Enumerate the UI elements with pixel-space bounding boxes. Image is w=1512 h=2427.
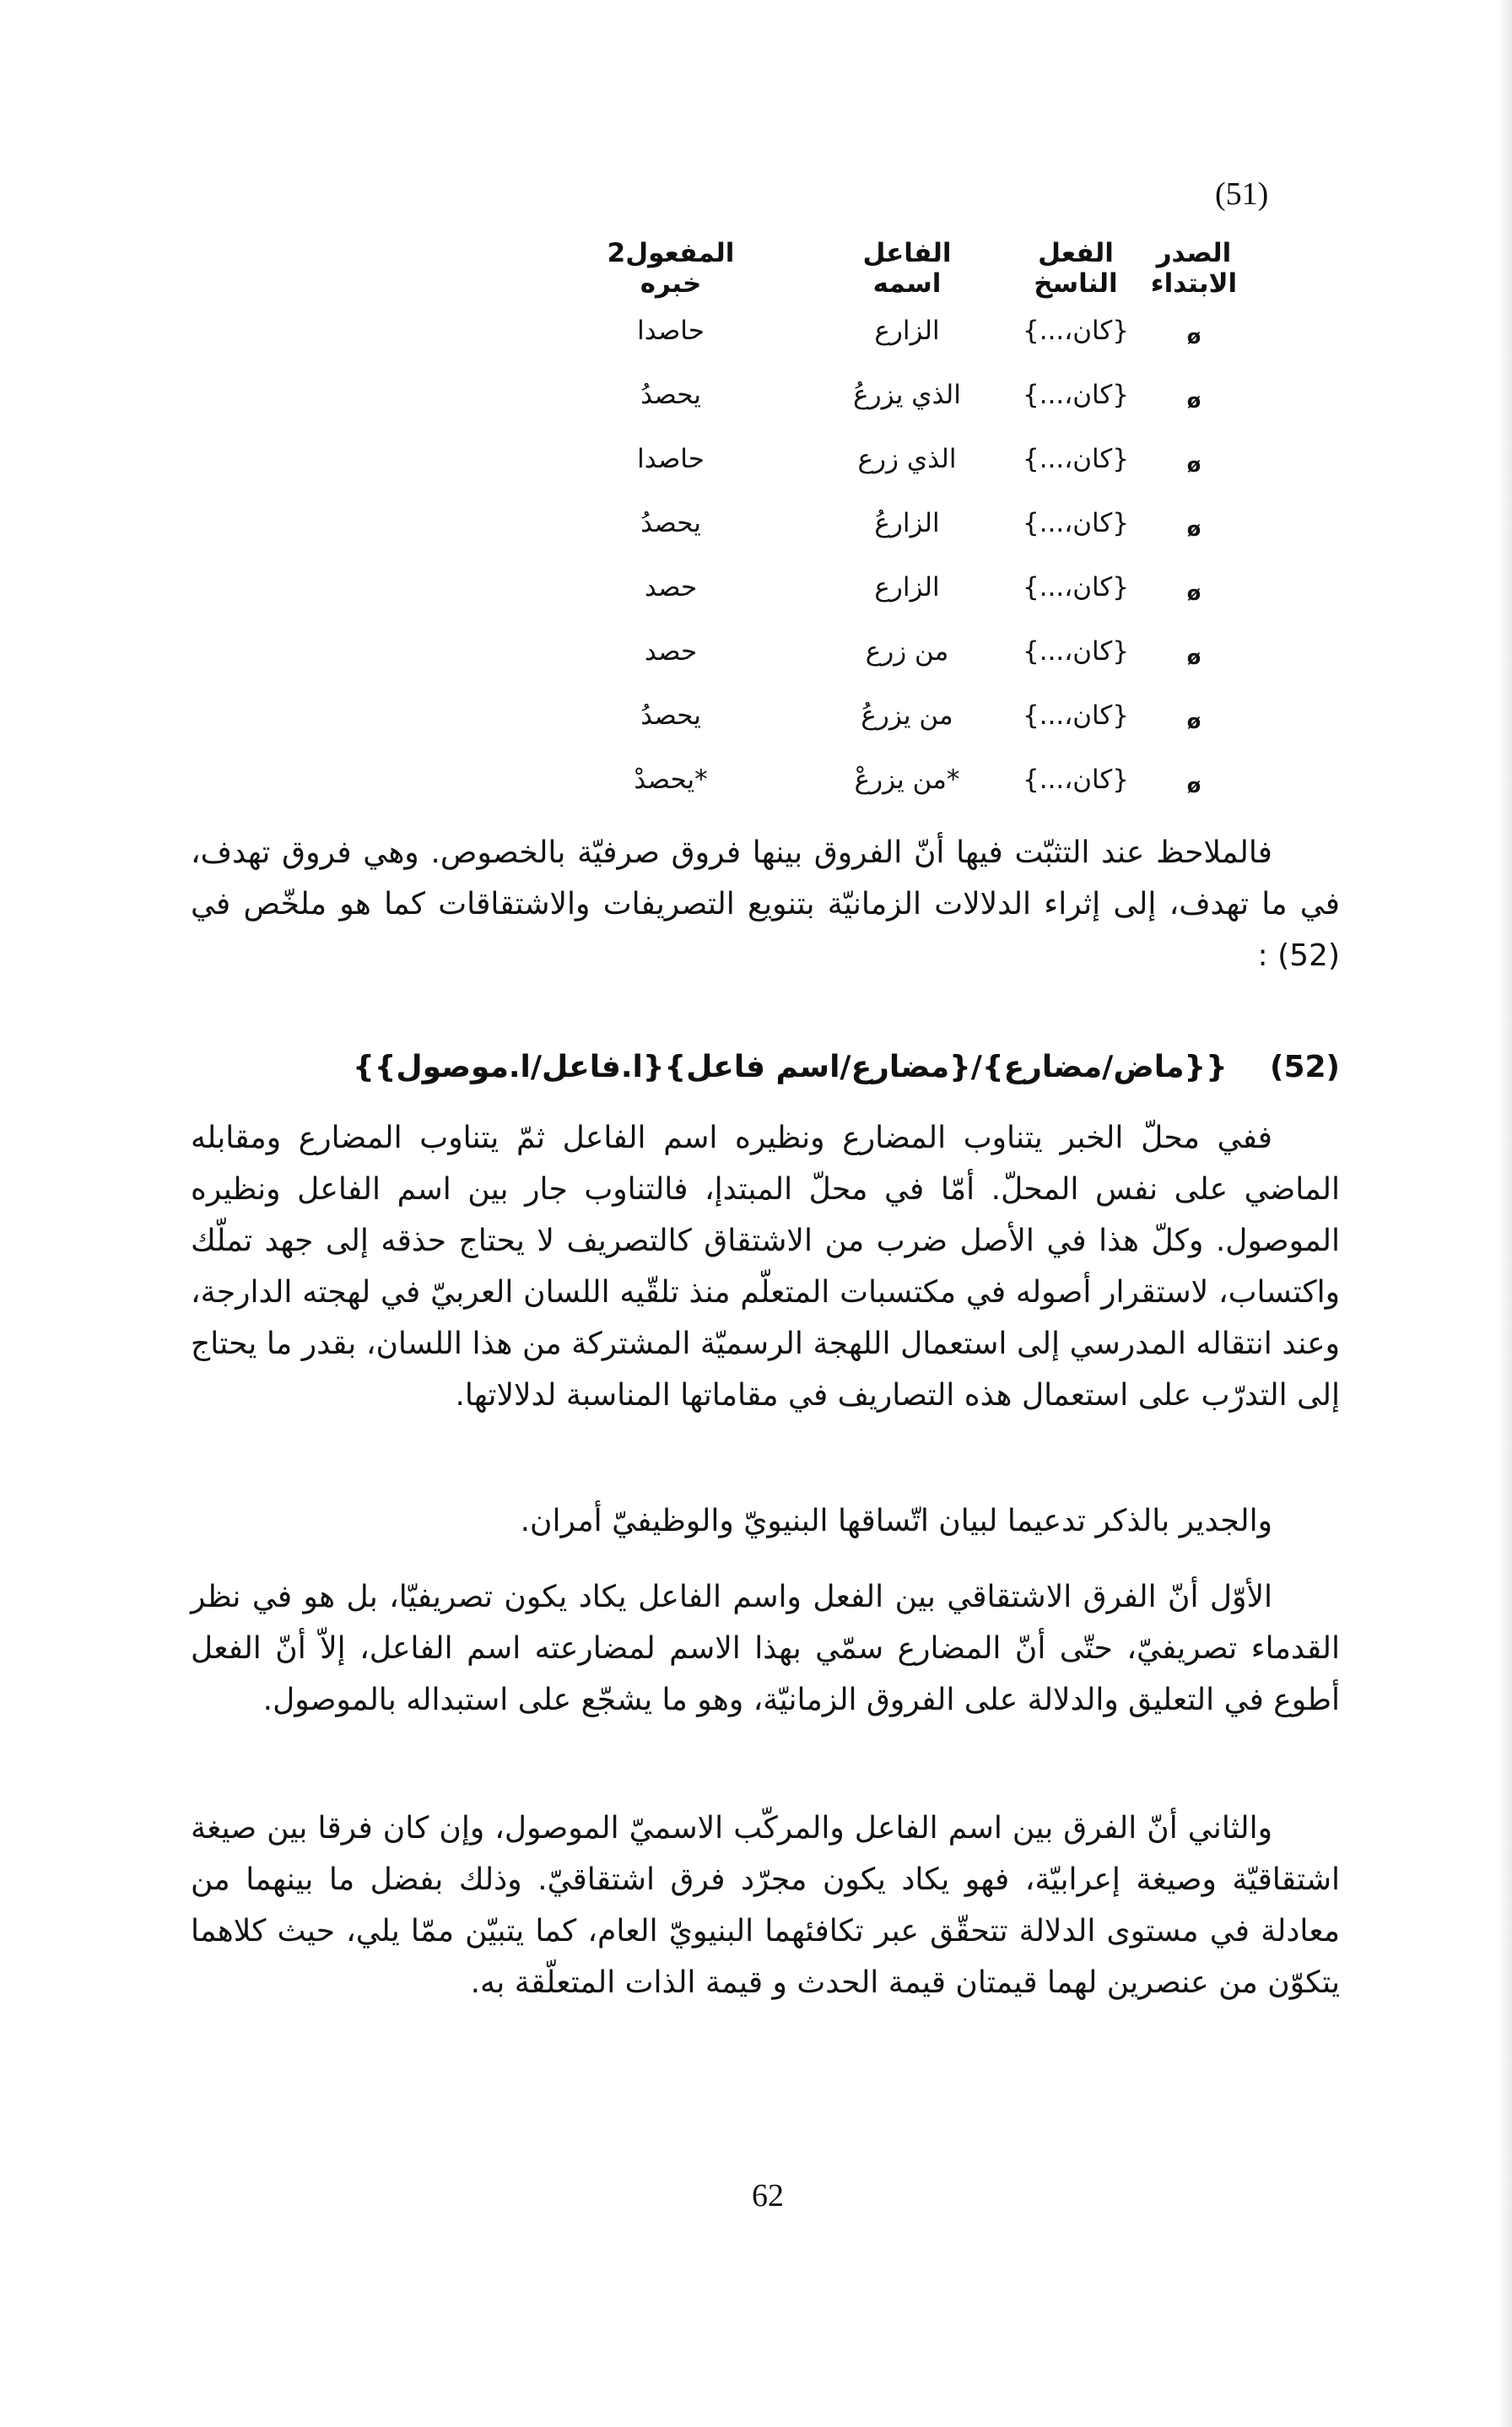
paragraph-text: الأوّل أنّ الفرق الاشتقاقي بين الفعل واسم الفاعل يكاد يكون تصريفيّا، بل هو في نظر القدماء تصريفيّ، حتّى أنّ المضارع سمّي بهذا الاسم لمضارعته اسم الفاعل، إلاّ أنّ الفعل أطوع في التعليق والدلالة على الفروق الزمانيّة، وهو ما يشجّع على استبداله بالموصول. [191,1580,1340,1717]
table-cell: يحصدُ [640,508,701,538]
header-line: اسمه [872,268,942,299]
header-line: الفاعل [862,238,952,268]
table-header-row [540,238,1249,299]
table-cell: {كان،...} [1023,572,1129,603]
table-cell: ø [1186,774,1202,797]
table-cell: {كان،...} [1023,380,1129,410]
paragraph-first-point [191,1571,1340,1726]
table-cell: يحصدُ [640,700,701,731]
table-cell: من زرع [865,636,949,667]
header-line: المفعول2 [607,238,735,268]
table-cell: الزارع [874,572,940,603]
table-cell: {كان،...} [1023,444,1129,474]
table-cell: *من يزرعْ [854,765,960,795]
table-cell: الزارعُ [874,508,940,538]
table-cell: {كان،...} [1023,636,1129,667]
formula-number: (52) [1269,1050,1340,1084]
table-cell: ø [1186,517,1202,541]
table-cell: *يحصدْ [634,765,708,795]
header-line: الصدر [1156,238,1232,268]
paragraph-second-point [191,1803,1340,2008]
table-row [540,555,1249,619]
table-cell: ø [1186,325,1202,349]
table-cell: يحصدُ [640,380,701,410]
paragraph-text: ففي محلّ الخبر يتناوب المضارع ونظيره اسم الفاعل ثمّ يتناوب المضارع ومقابله الماضي على نفس المحلّ. أمّا في محلّ المبتدإ، فالتناوب جار بين اسم الفاعل ونظيره الموصول. وكلّ هذا في الأصل ضرب من الاشتقاق كالتصريف لا يحتاج حذقه إلى جهد تملّك واكتساب، لاستقرار أصوله في مكتسبات المتعلّم منذ تلقّيه اللسان العربيّ في لهجته الدارجة، وعند انتقاله المدرسي إلى استعمال اللهجة الرسميّة المشتركة من هذا اللسان، بقدر ما يحتاج إلى التدرّب على استعمال هذه التصاريف في مقاماتها المناسبة لدلالاتها. [191,1121,1340,1413]
table-cell: الذي يزرعُ [853,380,961,410]
table-cell: الزارع [874,316,940,346]
table-cell: حصد [644,636,698,667]
table-row [540,427,1249,491]
example-number: (51) [1215,176,1269,212]
table-cell: ø [1186,453,1202,477]
table-row [540,299,1249,363]
forms-table [540,238,1249,812]
table-cell: ø [1186,646,1202,669]
formula-line [191,1041,1407,1093]
table-row [540,491,1249,555]
table-cell: {كان،...} [1023,316,1129,346]
header-cell [1139,238,1249,299]
table-cell: من يزرعُ [861,700,953,731]
paragraph-text: والجدير بالذكر تدعيما لبيان اتّساقها البنيويّ والوظيفيّ أمران. [520,1504,1272,1538]
header-cell [802,238,1012,299]
table-row [540,684,1249,748]
forms-table-wrapper [540,238,1249,812]
header-line: الابتداء [1150,268,1238,299]
table-cell: الذي زرع [857,444,957,474]
header-cell [1012,238,1139,299]
table-cell: ø [1186,710,1202,733]
table-cell: حاصدا [637,444,705,474]
formula-expression: {{ماض/مضارع}/{مضارع/اسم فاعل}{ا.فاعل/ا.موصول}} [353,1050,1228,1084]
header-line: الناسخ [1034,268,1118,299]
paragraph-observation [191,827,1340,981]
paragraph-alternation [191,1112,1340,1421]
page-number: 62 [752,2178,784,2213]
table-row [540,363,1249,427]
paragraph-text: والثاني أنّ الفرق بين اسم الفاعل والمركّب الاسميّ الموصول، وإن كان فرقا بين صيغة اشتقاقيّة وصيغة إعرابيّة، فهو يكاد يكون مجرّد فرق اشتقاقيّ. وذلك بفضل ما بينهما من معادلة في مستوى الدلالة تتحقّق عبر تكافئهما البنيويّ العام، كما يتبيّن ممّا يلي، حيث كلاهما يتكوّن من عنصرين لهما قيمتان قيمة الحدث و قيمة الذات المتعلّقة به. [191,1811,1340,2000]
table-cell: حاصدا [637,316,705,346]
header-cell [540,238,802,299]
table-cell: {كان،...} [1023,765,1129,795]
table-cell: {كان،...} [1023,508,1129,538]
paragraph-noteworthy [191,1495,1340,1547]
header-line: خبره [640,268,702,299]
table-cell: {كان،...} [1023,700,1129,731]
paragraph-text: فالملاحظ عند التثبّت فيها أنّ الفروق بينها فروق صرفيّة بالخصوص. وهي فروق تهدف، في ما تهدف، إلى إثراء الدلالات الزمانيّة بتنويع التصريفات والاشتقاقات كما هو ملخّص في (52) : [191,835,1340,973]
table-cell: ø [1186,581,1202,605]
table-row [540,748,1249,812]
page-edge [1498,0,1512,2427]
table-cell: حصد [644,572,698,603]
header-line: الفعل [1038,238,1114,268]
table-cell: ø [1186,389,1202,413]
table-row [540,619,1249,684]
